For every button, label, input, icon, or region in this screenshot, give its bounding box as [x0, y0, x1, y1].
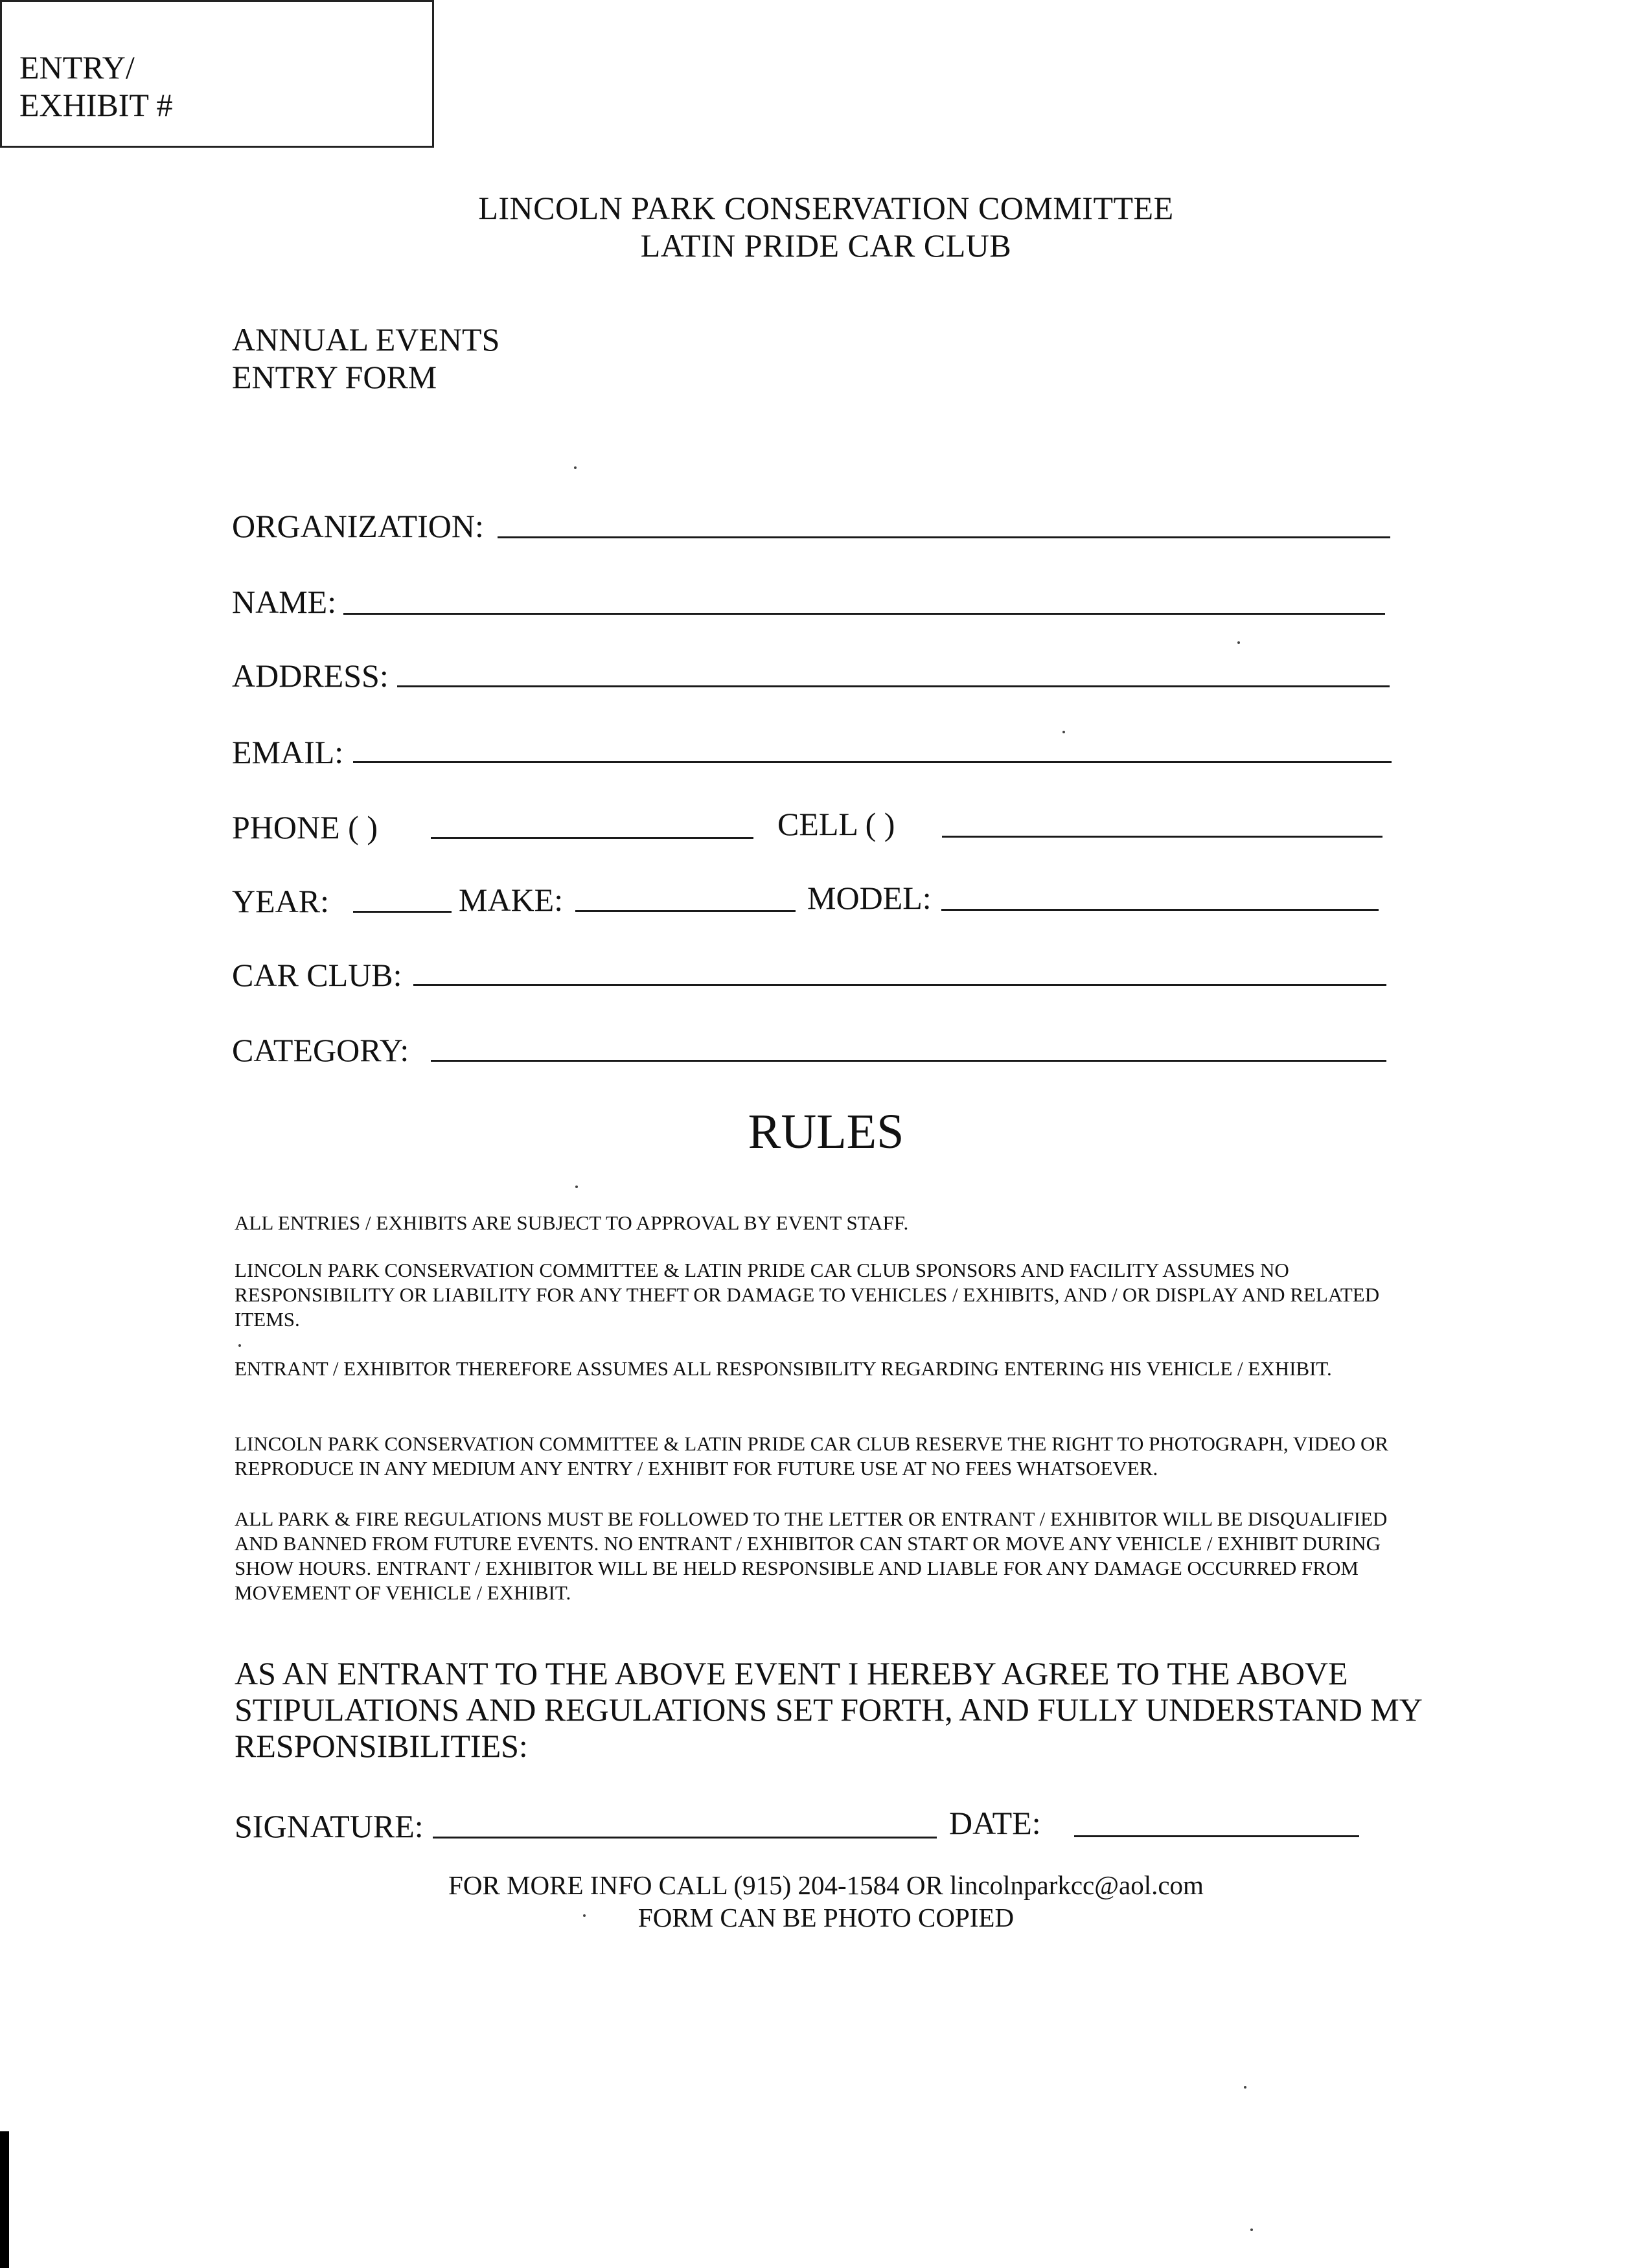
scan-speck: [1244, 2086, 1246, 2089]
rule-item-3: ENTRANT / EXHIBITOR THEREFORE ASSUMES ALL RESPONSIBILITY REGARDING ENTERING HIS VEHICLE / EXHIBIT.: [235, 1357, 1332, 1380]
form-title-line-1: ANNUAL EVENTS: [232, 321, 500, 358]
rule-item-1: ALL ENTRIES / EXHIBITS ARE SUBJECT TO APPROVAL BY EVENT STAFF.: [235, 1211, 909, 1234]
year-line[interactable]: [353, 911, 452, 913]
date-label: DATE:: [949, 1805, 1041, 1841]
scan-speck: [575, 1186, 578, 1188]
scan-speck: [1250, 2228, 1253, 2231]
scan-speck: [574, 466, 577, 469]
form-title: [232, 321, 499, 396]
rules-title: RULES: [748, 1105, 904, 1159]
organization-line[interactable]: [498, 536, 1390, 538]
signature-label: SIGNATURE:: [235, 1808, 424, 1844]
car-club-label: CAR CLUB:: [232, 957, 402, 993]
name-line[interactable]: [343, 613, 1385, 615]
rule-item-5: ALL PARK & FIRE REGULATIONS MUST BE FOLLOWED TO THE LETTER OR ENTRANT / EXHIBITOR WILL BE DISQUALIFIED AND BANNED FROM FUTURE EVENTS. NO ENTRANT / EXHIBITOR CAN START OR MOVE ANY VEHICLE / EXHIBIT DURING SHOW HOURS. ENTRANT / EXHIBITOR WILL BE HELD RESPONSIBLE AND LIABLE FOR ANY DAMAGE OCCURRED FROM MOVEMENT OF VEHICLE / EXHIBIT.: [235, 1507, 1388, 1604]
address-label: ADDRESS:: [232, 658, 389, 694]
rule-item-4: LINCOLN PARK CONSERVATION COMMITTEE & LATIN PRIDE CAR CLUB RESERVE THE RIGHT TO PHOTOGRAPH, VIDEO OR REPRODUCE IN ANY MEDIUM ANY ENTRY / EXHIBIT FOR FUTURE USE AT NO FEES WHATSOEVER.: [235, 1432, 1389, 1480]
scan-speck: [1062, 731, 1065, 733]
make-label: MAKE:: [459, 882, 564, 918]
scan-speck: [238, 1344, 241, 1347]
entry-exhibit-box[interactable]: [0, 0, 434, 148]
footer-contact: FOR MORE INFO CALL (915) 204-1584 OR lincolnparkcc@aol.com: [448, 1870, 1204, 1900]
header-line-2: LATIN PRIDE CAR CLUB: [640, 227, 1012, 264]
phone-label: PHONE ( ): [232, 809, 378, 845]
entry-box-label-2: EXHIBIT #: [19, 87, 173, 123]
car-club-line[interactable]: [413, 984, 1386, 986]
organization-label: ORGANIZATION:: [232, 508, 484, 544]
scan-edge-mark: [0, 2131, 9, 2268]
form-title-line-2: ENTRY FORM: [232, 359, 437, 395]
cell-line[interactable]: [942, 836, 1382, 838]
category-line[interactable]: [431, 1060, 1386, 1062]
cell-label: CELL ( ): [777, 806, 895, 842]
address-line[interactable]: [397, 685, 1390, 687]
entry-box-label-1: ENTRY/: [19, 49, 135, 86]
year-label: YEAR:: [232, 883, 329, 919]
phone-line[interactable]: [431, 837, 753, 839]
category-label: CATEGORY:: [232, 1032, 409, 1068]
signature-line[interactable]: [433, 1837, 937, 1838]
email-line[interactable]: [353, 761, 1392, 763]
model-line[interactable]: [941, 909, 1379, 911]
scan-speck: [583, 1914, 586, 1917]
make-line[interactable]: [575, 910, 796, 912]
email-label: EMAIL:: [232, 734, 344, 770]
rule-item-2: LINCOLN PARK CONSERVATION COMMITTEE & LATIN PRIDE CAR CLUB SPONSORS AND FACILITY ASSUMES NO RESPONSIBILITY OR LIABILITY FOR ANY THEFT OR DAMAGE TO VEHICLES / EXHIBITS, AND / OR DISPLAY AND RELATED ITEMS.: [235, 1259, 1380, 1331]
agreement-text: AS AN ENTRANT TO THE ABOVE EVENT I HEREBY AGREE TO THE ABOVE STIPULATIONS AND REGULATIONS SET FORTH, AND FULLY UNDERSTAND MY RESPONSIBILITIES:: [235, 1655, 1422, 1764]
date-line[interactable]: [1074, 1835, 1359, 1837]
name-label: NAME:: [232, 584, 337, 620]
footer-photocopy-note: FORM CAN BE PHOTO COPIED: [637, 1903, 1015, 1932]
scan-speck: [1237, 641, 1240, 644]
header-line-1: LINCOLN PARK CONSERVATION COMMITTEE: [478, 190, 1174, 226]
model-label: MODEL:: [807, 880, 932, 916]
